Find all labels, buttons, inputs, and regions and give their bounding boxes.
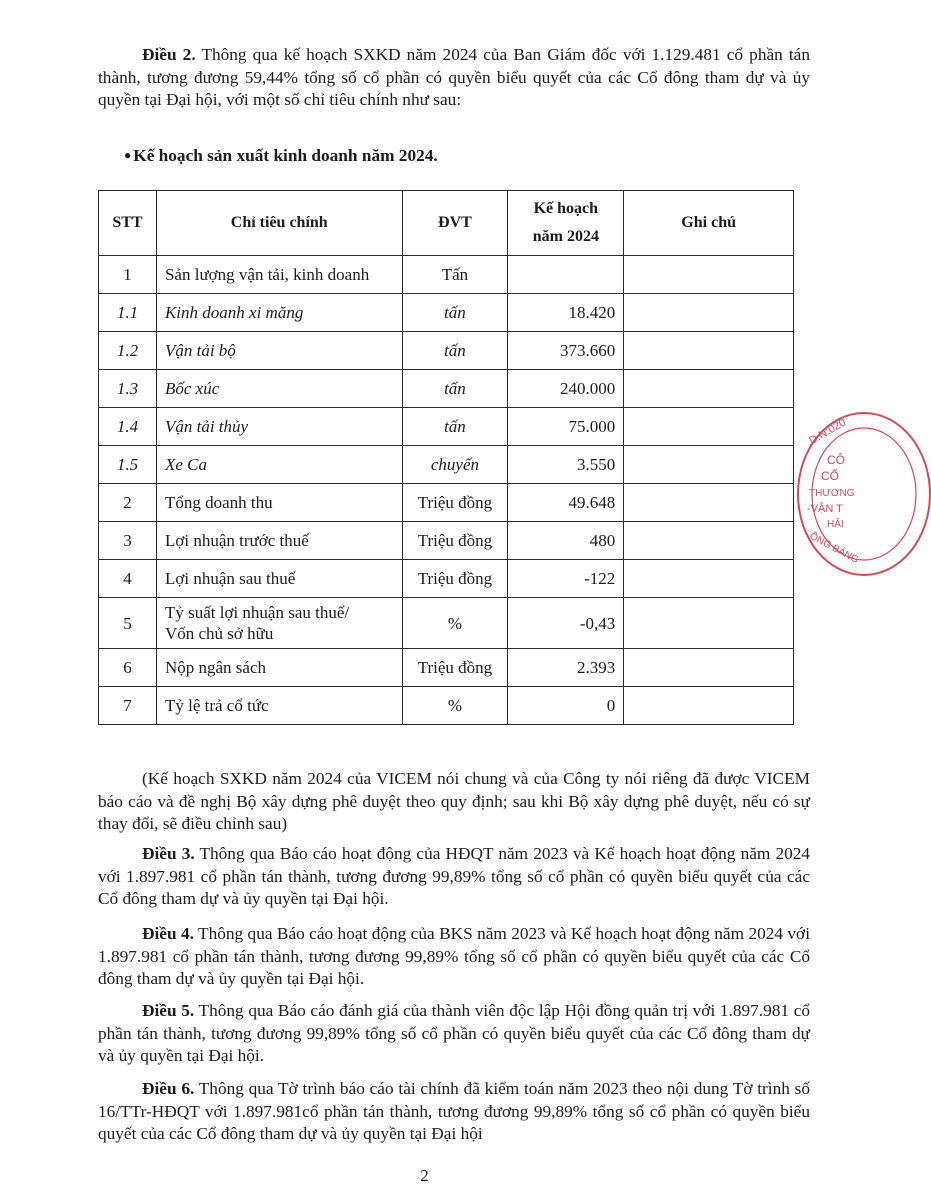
row-stt: 4 — [99, 560, 157, 598]
dieu-4-label: Điều 4. — [142, 924, 194, 943]
row-stt: 1.2 — [99, 332, 157, 370]
row-value: 3.550 — [508, 446, 624, 484]
row-stt: 1 — [99, 256, 157, 294]
dieu-2-label: Điều 2. — [142, 45, 196, 64]
row-stt: 1.4 — [99, 408, 157, 446]
table-row — [99, 560, 794, 598]
row-value — [508, 256, 624, 294]
row-note — [624, 687, 794, 725]
row-name-line2: Vốn chủ sở hữu — [164, 624, 274, 643]
page-number: 2 — [420, 1166, 429, 1185]
row-value: 480 — [508, 522, 624, 560]
row-name: Lợi nhuận sau thuế — [156, 560, 402, 598]
row-unit: tấn — [402, 294, 508, 332]
row-stt: 6 — [99, 649, 157, 687]
dieu-5-text: Thông qua Báo cáo đánh giá của thành viên độc lập Hội đồng quản trị với 1.897.981 cổ phần tán thành, tương đương 99,89% tổng số cổ phần có quyền biểu quyết của các Cổ đông tham dự và ủy quyền tại Đại hội. — [98, 1001, 811, 1065]
business-plan-table — [98, 190, 794, 725]
row-note — [624, 408, 794, 446]
table-row — [99, 332, 794, 370]
row-value: 240.000 — [508, 370, 624, 408]
table-row — [99, 598, 794, 649]
header-ke-hoach-line1: Kế hoạch — [533, 200, 599, 217]
row-value: 373.660 — [508, 332, 624, 370]
row-unit: tấn — [402, 332, 508, 370]
header-stt: STT — [99, 191, 157, 256]
header-ke-hoach — [508, 191, 624, 256]
table-row — [99, 408, 794, 446]
header-ghi-chu: Ghi chú — [624, 191, 794, 256]
row-value: 18.420 — [508, 294, 624, 332]
row-unit: % — [402, 687, 508, 725]
row-unit: tấn — [402, 408, 508, 446]
row-note — [624, 598, 794, 649]
table-row — [99, 446, 794, 484]
dieu-2-text: Thông qua kế hoạch SXKD năm 2024 của Ban Giám đốc với 1.129.481 cổ phần tán thành, tương đương 59,44% tổng số cổ phần có quyền biểu quyết của các Cổ đông tham dự và ủy quyền tại Đại hội, với một số chỉ tiêu chính như sau: — [98, 45, 810, 109]
row-name: Bốc xúc — [156, 370, 402, 408]
seal-text-7: ỒNG BÀNG — [807, 530, 861, 566]
row-value: 2.393 — [508, 649, 624, 687]
row-name — [156, 598, 402, 649]
row-unit: Triệu đồng — [402, 560, 508, 598]
dieu-2-paragraph — [98, 44, 810, 112]
dieu-3-paragraph — [98, 843, 810, 911]
table-row — [99, 687, 794, 725]
table-row — [99, 294, 794, 332]
row-value: -122 — [508, 560, 624, 598]
seal-text-1: .D.N:020 — [804, 416, 849, 449]
row-unit: Triệu đồng — [402, 522, 508, 560]
company-seal — [797, 412, 931, 576]
row-unit: Triệu đồng — [402, 484, 508, 522]
dieu-3-label: Điều 3. — [142, 844, 195, 863]
row-value: 0 — [508, 687, 624, 725]
seal-text-2: CÔ — [827, 453, 845, 467]
row-name-line1: Tỷ suất lợi nhuận sau thuế/ — [164, 603, 350, 622]
row-stt: 1.5 — [99, 446, 157, 484]
row-stt: 1.1 — [99, 294, 157, 332]
plan-note: (Kế hoạch SXKD năm 2024 của VICEM nói chung và của Công ty nói riêng đã được VICEM báo cáo và đề nghị Bộ xây dựng phê duyệt theo quy định; sau khi Bộ xây dựng phê duyệt, nếu có sự thay đổi, sẽ điều chỉnh sau) — [98, 769, 810, 833]
row-note — [624, 294, 794, 332]
dieu-5-label: Điều 5. — [142, 1001, 195, 1020]
row-unit: tấn — [402, 370, 508, 408]
row-stt: 3 — [99, 522, 157, 560]
plan-subheading — [124, 146, 438, 166]
table-row — [99, 256, 794, 294]
header-dvt: ĐVT — [402, 191, 508, 256]
table-row — [99, 370, 794, 408]
table-header-row — [99, 191, 794, 256]
seal-inner-ring — [799, 414, 929, 574]
row-name: Vận tải thủy — [156, 408, 402, 446]
row-value: 75.000 — [508, 408, 624, 446]
seal-text-6: HẢI — [827, 519, 844, 530]
row-value: 49.648 — [508, 484, 624, 522]
row-stt: 1.3 — [99, 370, 157, 408]
dieu-6-label: Điều 6. — [142, 1079, 195, 1098]
dieu-3-text: Thông qua Báo cáo hoạt động của HĐQT năm 2023 và Kế hoạch hoạt động năm 2024 với 1.897.981 cổ phần tán thành, tương đương 99,89% tổng số cổ phần có quyền biểu quyết của các Cổ đông tham dự và ủy quyền tại Đại hội. — [98, 844, 811, 908]
dieu-4-paragraph — [98, 923, 810, 991]
seal-text-5: -VẬN T — [807, 503, 843, 515]
row-note — [624, 332, 794, 370]
row-name: Tỷ lệ trả cổ tức — [156, 687, 402, 725]
header-ke-hoach-line2: năm 2024 — [532, 228, 599, 245]
row-unit: Triệu đồng — [402, 649, 508, 687]
row-name: Sản lượng vận tải, kinh doanh — [156, 256, 402, 294]
row-note — [624, 522, 794, 560]
row-note — [624, 560, 794, 598]
table-row — [99, 649, 794, 687]
header-chi-tieu: Chỉ tiêu chính — [156, 191, 402, 256]
row-name: Xe Ca — [156, 446, 402, 484]
row-note — [624, 256, 794, 294]
row-name: Nộp ngân sách — [156, 649, 402, 687]
table-row — [99, 484, 794, 522]
row-name: Tổng doanh thu — [156, 484, 402, 522]
row-name: Kinh doanh xi măng — [156, 294, 402, 332]
seal-text-4: THƯƠNG — [809, 488, 855, 499]
row-note — [624, 370, 794, 408]
row-name: Lợi nhuận trước thuế — [156, 522, 402, 560]
row-stt: 5 — [99, 598, 157, 649]
row-unit: Tấn — [402, 256, 508, 294]
dieu-6-paragraph — [98, 1078, 810, 1146]
row-name: Vận tải bộ — [156, 332, 402, 370]
row-note — [624, 484, 794, 522]
table-row — [99, 522, 794, 560]
row-unit: chuyến — [402, 446, 508, 484]
plan-subheading-text: Kế hoạch sản xuất kinh doanh năm 2024. — [133, 146, 438, 165]
dieu-5-paragraph — [98, 1000, 810, 1068]
row-note — [624, 649, 794, 687]
seal-text-3: CỔ — [821, 469, 839, 483]
bullet-icon: ● — [124, 148, 132, 162]
row-stt: 2 — [99, 484, 157, 522]
row-note — [624, 446, 794, 484]
row-value: -0,43 — [508, 598, 624, 649]
dieu-4-text: Thông qua Báo cáo hoạt động của BKS năm 2023 và Kế hoạch hoạt động năm 2024 với 1.897.981 cổ phần tán thành, tương đương 99,89% tổng số cổ phần có quyền biểu quyết của các Cổ đông tham dự và ủy quyền tại Đại hội. — [98, 924, 810, 988]
row-stt: 7 — [99, 687, 157, 725]
dieu-6-text: Thông qua Tờ trình báo cáo tài chính đã kiểm toán năm 2023 theo nội dung Tờ trình số 16/TTr-HĐQT với 1.897.981cổ phần tán thành, tương đương 99,89% tổng số cổ phần có quyền biểu quyết của các Cổ đông tham dự và ủy quyền tại Đại hội — [98, 1079, 810, 1143]
row-unit: % — [402, 598, 508, 649]
